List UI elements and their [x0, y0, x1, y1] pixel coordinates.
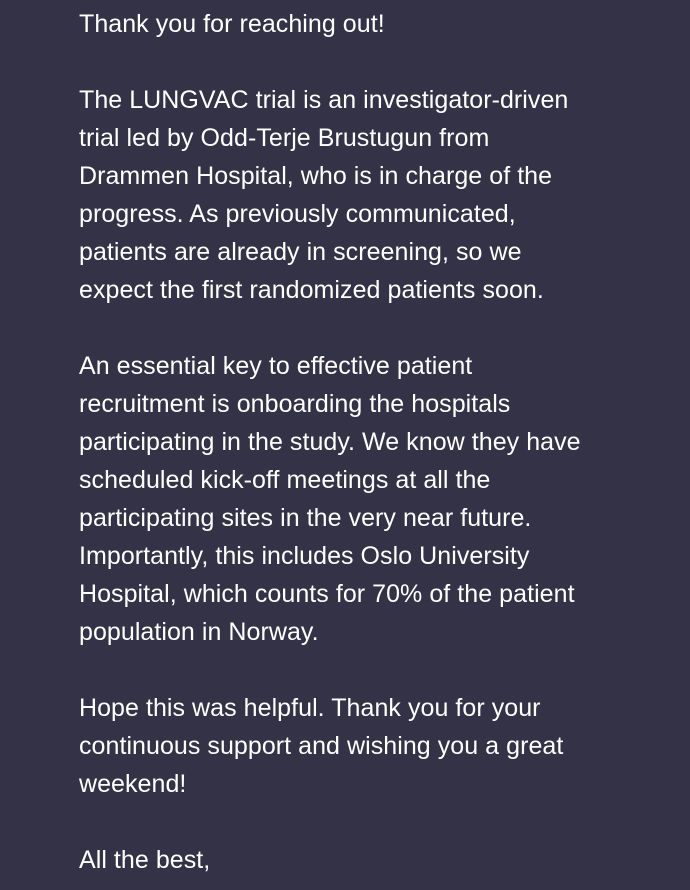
paragraph-recruitment: [79, 347, 679, 651]
sign-off-line: All the best,: [79, 846, 211, 874]
text-line: trial led by Odd-Terje Brustugun from: [79, 124, 490, 152]
paragraph-spacer: [79, 651, 679, 689]
text-line: continuous support and wishing you a great: [79, 732, 564, 760]
paragraph-spacer: [79, 309, 679, 347]
text-line: recruitment is onboarding the hospitals: [79, 390, 511, 418]
text-line: weekend!: [79, 770, 187, 798]
text-line: Drammen Hospital, who is in charge of the: [79, 162, 553, 190]
text-line: population in Norway.: [79, 618, 319, 646]
paragraph-spacer: [79, 43, 679, 81]
paragraph-closing: [79, 689, 679, 803]
text-line: progress. As previously communicated,: [79, 200, 516, 228]
text-line: Hope this was helpful. Thank you for your: [79, 694, 541, 722]
message-body: [79, 0, 679, 879]
text-line: participating sites in the very near future.: [79, 504, 532, 532]
text-line: participating in the study. We know they have: [79, 428, 581, 456]
greeting-line: Thank you for reaching out!: [79, 10, 385, 38]
text-line: scheduled kick-off meetings at all the: [79, 466, 491, 494]
text-line: Importantly, this includes Oslo University: [79, 542, 530, 570]
text-line: expect the first randomized patients soon.: [79, 276, 544, 304]
text-line: An essential key to effective patient: [79, 352, 473, 380]
paragraph-trial-overview: [79, 81, 679, 309]
paragraph-spacer: [79, 803, 679, 841]
text-line: The LUNGVAC trial is an investigator-driven: [79, 86, 569, 114]
text-line: patients are already in screening, so we: [79, 238, 522, 266]
text-line: Hospital, which counts for 70% of the patient: [79, 580, 575, 608]
